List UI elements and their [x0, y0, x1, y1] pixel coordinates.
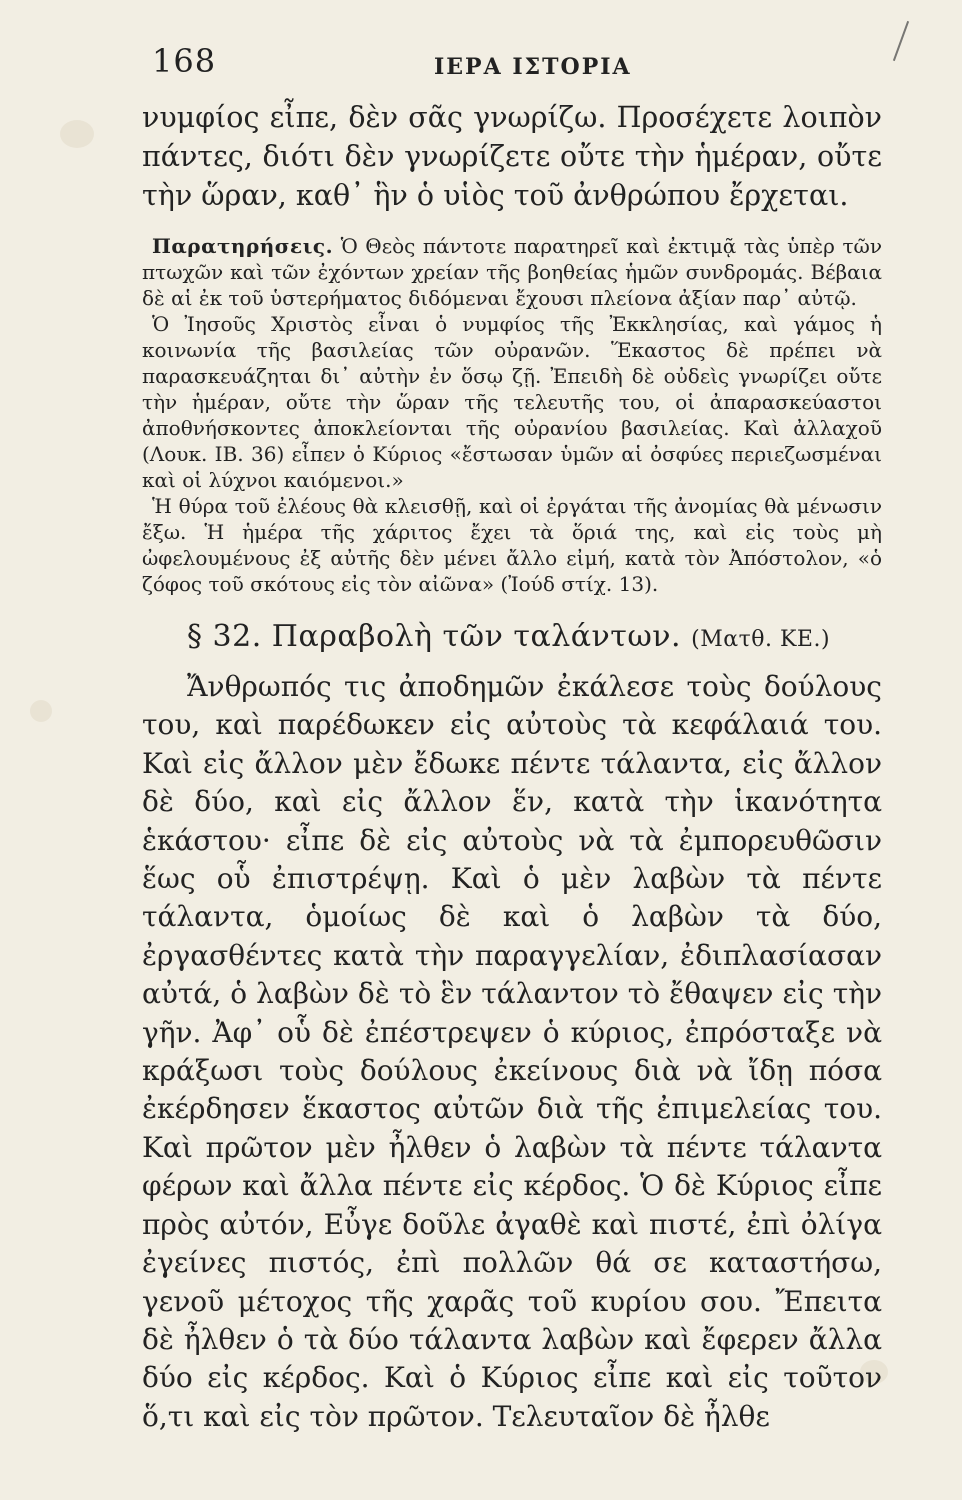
opening-paragraph: νυμφίος εἶπε, δὲν σᾶς γνωρίζω. Προσέχετε λοιπὸν πάντες, διότι δὲν γνωρίζετε οὔτε τὴν ἡμέραν, οὔτε τὴν ὥραν, καθ᾽ ἣν ὁ υἱὸς τοῦ ἀνθρώπου ἔρχεται. — [142, 101, 882, 212]
paper-stain — [30, 700, 52, 722]
observations-lead: Παρατηρήσεις. — [152, 234, 334, 258]
section-heading — [187, 619, 882, 654]
observation-paragraph — [142, 233, 882, 311]
running-title: ΙΕΡΑ ΙΣΤΟΡΙΑ — [434, 54, 632, 80]
observation-paragraph: Ἡ θύρα τοῦ ἐλέους θὰ κλεισθῇ, καὶ οἱ ἐργάται τῆς ἀνομίας θὰ μένωσιν ἔξω. Ἡ ἡμέρα τῆς χάριτος ἔχει τὰ ὅριά της, καὶ εἰς τοὺς μὴ ὠφελουμένους ἐξ αὐτῆς δὲν μένει ἄλλο εἰμή, κατὰ τὸν Ἀπόστολον, «ὁ ζόφος τοῦ σκότους εἰς τὸν αἰῶνα» (Ἰούδ στίχ. 13). — [142, 494, 882, 596]
page-header — [152, 42, 872, 90]
section-title: § 32. Παραβολὴ τῶν ταλάντων. — [187, 619, 682, 654]
page-body — [142, 98, 882, 1436]
observation-paragraph: Ὁ Ἰησοῦς Χριστὸς εἶναι ὁ νυμφίος τῆς Ἐκκλησίας, καὶ γάμος ἡ κοινωνία τῆς βασιλείας τῶν οὐρανῶν. Ἕκαστος δὲ πρέπει νὰ παρασκευάζηται δι᾽ αὐτὴν ἐν ὅσῳ ζῇ. Ἐπειδὴ δὲ οὐδεὶς γνωρίζει οὔτε τὴν ἡμέραν, οὔτε τὴν ὥραν τῆς τελευτῆς του, οἱ ἀπαρασκεύαστοι ἀποθνήσκοντες ἀποκλείονται τῆς οὐρανίου βασιλείας. Καὶ ἀλλαχοῦ (Λουκ. ΙΒ. 36) εἶπεν ὁ Κύριος «ἔστωσαν ὑμῶν αἱ ὀσφύες περιεζωσμέναι καὶ οἱ λύχνοι καιόμενοι.» — [142, 312, 882, 492]
section-reference: (Ματθ. ΚΕ.) — [691, 627, 831, 652]
pencil-mark — [893, 21, 909, 61]
parable-paragraph: Ἄνθρωπός τις ἀποδημῶν ἐκάλεσε τοὺς δούλους του, καὶ παρέδωκεν εἰς αὐτοὺς τὰ κεφάλαιά του. Καὶ εἰς ἄλλον μὲν ἔδωκε πέντε τάλαντα, εἰς ἄλλον δὲ δύο, καὶ εἰς ἄλλον ἕν, κατὰ τὴν ἱκανότητα ἑκάστου· εἶπε δὲ εἰς αὐτοὺς νὰ τὰ ἐμπορευθῶσιν ἕως οὗ ἐπιστρέψῃ. Καὶ ὁ μὲν λαβὼν τὰ πέντε τάλαντα, ὁμοίως δὲ καὶ ὁ λαβὼν τὰ δύο, ἐργασθέντες κατὰ τὴν παραγγελίαν, ἐδιπλασίασαν αὐτά, ὁ λαβὼν δὲ τὸ ἓν τάλαντον τὸ ἔθαψεν εἰς τὴν γῆν. Ἀφ᾽ οὗ δὲ ἐπέστρεψεν ὁ κύριος, ἐπρόσταξε νὰ κράξωσι τοὺς δούλους ἐκείνους διὰ νὰ ἴδῃ πόσα ἐκέρδησεν ἕκαστος αὐτῶν διὰ τῆς ἐπιμελείας του. Καὶ πρῶτον μὲν ἦλθεν ὁ λαβὼν τὰ πέντε τάλαντα φέρων καὶ ἄλλα πέντε εἰς κέρδος. Ὁ δὲ Κύριος εἶπε πρὸς αὐτόν, Εὖγε δοῦλε ἀγαθὲ καὶ πιστέ, ἐπὶ ὀλίγα ἐγείνες πιστός, ἐπὶ πολλῶν θά σε καταστήσω, γενοῦ μέτοχος τῆς χαρᾶς τοῦ κυρίου σου. Ἔπειτα δὲ ἦλθεν ὁ τὰ δύο τάλαντα λαβὼν καὶ ἔφερεν ἄλλα δύο εἰς κέρδος. Καὶ ὁ Κύριος εἶπε καὶ εἰς τοῦτον ὅ,τι καὶ εἰς τὸν πρῶτον. Τελευταῖον δὲ ἦλθε — [142, 670, 882, 1433]
paper-stain — [60, 120, 94, 148]
observation-text: Ὁ Θεὸς πάντοτε παρατηρεῖ καὶ ἐκτιμᾷ τὰς ὑπὲρ τῶν πτωχῶν καὶ τῶν ἐχόντων χρείαν τῆς βοηθείας ἡμῶν συνδρομάς. Βέβαια δὲ αἱ ἐκ τοῦ ὑστερήματος διδόμεναι ἔχουσι πλείονα ἀξίαν παρ᾽ αὐτῷ. — [142, 234, 882, 310]
page-number: 168 — [152, 42, 217, 80]
observations-block — [142, 233, 882, 597]
